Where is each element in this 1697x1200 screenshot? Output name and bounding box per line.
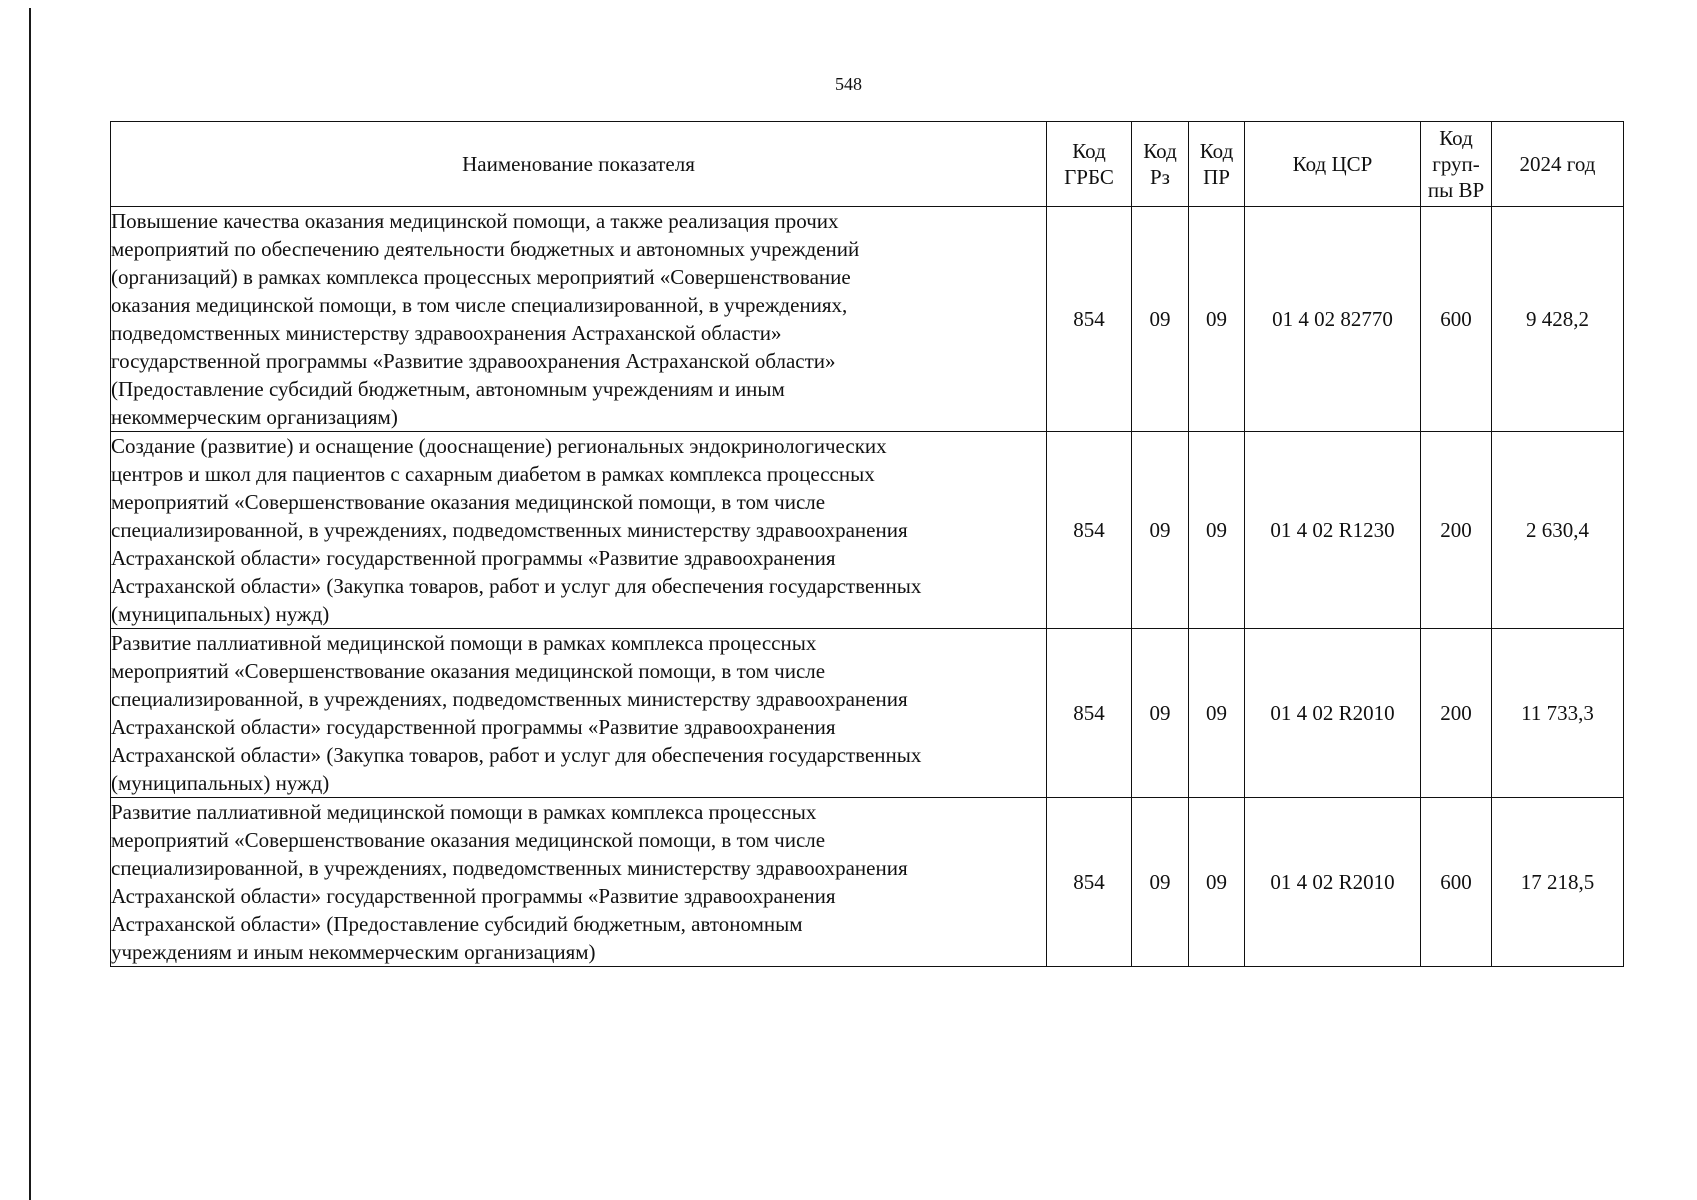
row-name-line: Астраханской области» государственной программы «Развитие здравоохранения (111, 715, 836, 739)
row-rz: 09 (1132, 207, 1189, 432)
row-name-line: специализированной, в учреждениях, подведомственных министерству здравоохранения (111, 856, 908, 880)
header-year: 2024 год (1492, 122, 1624, 207)
row-name-line: оказания медицинской помощи, в том числе специализированной, в учреждениях, (111, 293, 848, 317)
row-name (111, 207, 1047, 432)
row-name-line: Развитие паллиативной медицинской помощи в рамках комплекса процессных (111, 631, 817, 655)
row-pr: 09 (1189, 629, 1245, 798)
row-csr: 01 4 02 R1230 (1245, 432, 1421, 629)
row-name-line: Создание (развитие) и оснащение (дооснащение) региональных эндокринологических (111, 434, 887, 458)
header-grbs-line: Код (1072, 139, 1106, 163)
row-name-line: (организаций) в рамках комплекса процессных мероприятий «Совершенствование (111, 265, 851, 289)
row-amount: 2 630,4 (1492, 432, 1624, 629)
row-pr: 09 (1189, 798, 1245, 967)
row-amount: 9 428,2 (1492, 207, 1624, 432)
row-name-line: Повышение качества оказания медицинской помощи, а также реализация прочих (111, 209, 839, 233)
row-name-line: некоммерческим организациям) (111, 405, 398, 429)
row-vr: 200 (1421, 629, 1492, 798)
header-name: Наименование показателя (111, 122, 1047, 207)
header-csr: Код ЦСР (1245, 122, 1421, 207)
row-name-line: мероприятий по обеспечению деятельности бюджетных и автономных учреждений (111, 237, 860, 261)
row-grbs: 854 (1047, 432, 1132, 629)
table-row (111, 629, 1624, 798)
row-name-line: Астраханской области» (Закупка товаров, работ и услуг для обеспечения государственных (111, 574, 922, 598)
row-amount: 17 218,5 (1492, 798, 1624, 967)
row-name-line: мероприятий «Совершенствование оказания медицинской помощи, в том числе (111, 490, 826, 514)
row-name-line: мероприятий «Совершенствование оказания медицинской помощи, в том числе (111, 659, 826, 683)
row-name-line: центров и школ для пациентов с сахарным диабетом в рамках комплекса процессных (111, 462, 875, 486)
row-name-line: государственной программы «Развитие здравоохранения Астраханской области» (111, 349, 836, 373)
row-name (111, 432, 1047, 629)
header-rz-line: Рз (1150, 165, 1170, 189)
header-grbs-line: ГРБС (1064, 165, 1114, 189)
row-name-line: учреждениям и иным некоммерческим организациям) (111, 940, 596, 964)
row-name-line: Развитие паллиативной медицинской помощи в рамках комплекса процессных (111, 800, 817, 824)
page-number: 548 (835, 74, 862, 94)
row-name-line: (Предоставление субсидий бюджетным, автономным учреждениям и иным (111, 377, 785, 401)
row-name-line: (муниципальных) нужд) (111, 771, 330, 795)
row-name-line: Астраханской области» (Предоставление субсидий бюджетным, автономным (111, 912, 803, 936)
row-vr: 600 (1421, 207, 1492, 432)
row-name-line: Астраханской области» государственной программы «Развитие здравоохранения (111, 546, 836, 570)
table-header-row (111, 122, 1624, 207)
table-row (111, 798, 1624, 967)
row-name-line: подведомственных министерству здравоохранения Астраханской области» (111, 321, 782, 345)
row-grbs: 854 (1047, 207, 1132, 432)
row-pr: 09 (1189, 432, 1245, 629)
header-pr (1189, 122, 1245, 207)
header-vr (1421, 122, 1492, 207)
row-name-line: Астраханской области» государственной программы «Развитие здравоохранения (111, 884, 836, 908)
row-rz: 09 (1132, 798, 1189, 967)
row-pr: 09 (1189, 207, 1245, 432)
header-rz (1132, 122, 1189, 207)
row-name (111, 629, 1047, 798)
row-csr: 01 4 02 R2010 (1245, 629, 1421, 798)
row-name (111, 798, 1047, 967)
row-vr: 200 (1421, 432, 1492, 629)
header-pr-line: ПР (1203, 165, 1230, 189)
row-grbs: 854 (1047, 798, 1132, 967)
left-margin-line (29, 8, 31, 1200)
row-vr: 600 (1421, 798, 1492, 967)
table-row (111, 207, 1624, 432)
row-name-line: (муниципальных) нужд) (111, 602, 330, 626)
row-csr: 01 4 02 R2010 (1245, 798, 1421, 967)
header-pr-line: Код (1199, 139, 1234, 163)
header-vr-line: Код (1439, 126, 1473, 150)
row-name-line: специализированной, в учреждениях, подведомственных министерству здравоохранения (111, 687, 908, 711)
row-csr: 01 4 02 82770 (1245, 207, 1421, 432)
header-vr-line: груп- (1432, 152, 1480, 176)
row-name-line: мероприятий «Совершенствование оказания медицинской помощи, в том числе (111, 828, 826, 852)
row-grbs: 854 (1047, 629, 1132, 798)
header-vr-line: пы ВР (1427, 178, 1485, 202)
budget-table (110, 121, 1624, 967)
row-name-line: Астраханской области» (Закупка товаров, работ и услуг для обеспечения государственных (111, 743, 922, 767)
header-rz-line: Код (1143, 139, 1177, 163)
row-name-line: специализированной, в учреждениях, подведомственных министерству здравоохранения (111, 518, 908, 542)
table-row (111, 432, 1624, 629)
row-rz: 09 (1132, 432, 1189, 629)
header-grbs (1047, 122, 1132, 207)
row-rz: 09 (1132, 629, 1189, 798)
row-amount: 11 733,3 (1492, 629, 1624, 798)
